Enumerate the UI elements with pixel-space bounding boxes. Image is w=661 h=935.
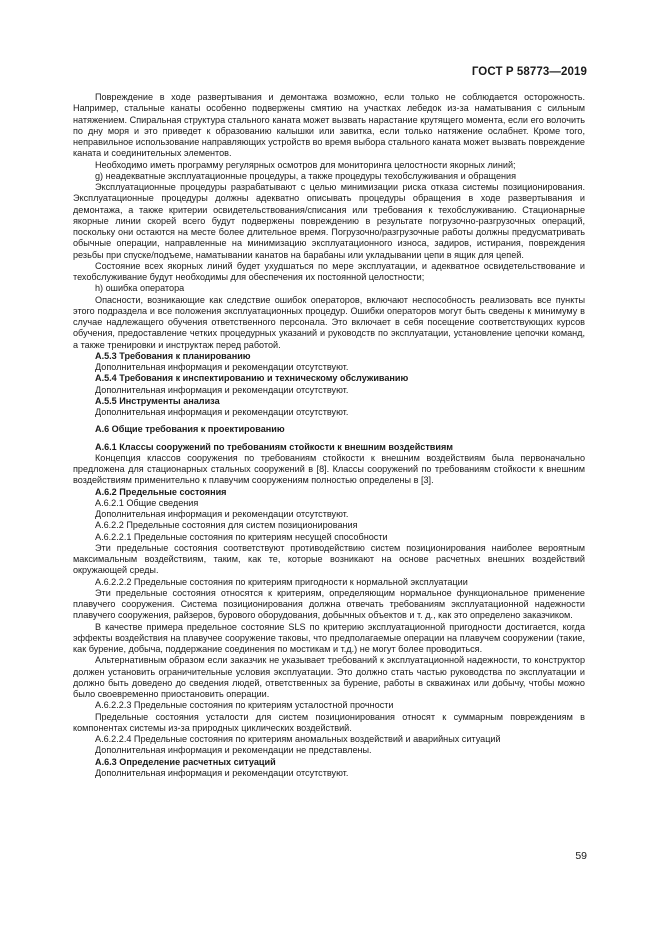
paragraph: Эксплуатационные процедуры разрабатывают с целью минимизации риска отказа системы позиционирования. Эксплуатационные процедуры должны адекватно описывать процедуры обращения в ходе развертывания и демонтажа, а также критерии освидетельствования/списания или требования к техобслуживанию. Стационарные якорные линии скорей всего будут подвержены повреждению в результате погрузочно-разгрузочных операций, поскольку они остаются на месте более длительное время. Погрузочно/разгрузочные работы должны предусматривать обычные операции, направленные на минимизацию эксплуатационного износа, задиров, истирания, повреждения резьбы при спуске/подъеме, наматывании канатов на барабаны или укладывании цепи в ящик для цепей. bbox=[73, 182, 585, 260]
subsection-heading: А.6.2.1 Общие сведения bbox=[95, 497, 199, 508]
subsection-heading: А.6.2.2 Предельные состояния для систем позиционирования bbox=[95, 520, 358, 531]
page-number: 59 bbox=[575, 850, 587, 862]
document-header: ГОСТ Р 58773—2019 bbox=[471, 66, 587, 78]
list-item: g) неадекватные эксплуатационные процедуры, а также процедуры техобслуживания и обращения bbox=[95, 170, 517, 181]
section-heading: А.6.1 Классы сооружений по требованиям стойкости к внешним воздействиям bbox=[95, 441, 454, 452]
paragraph: Дополнительная информация и рекомендации отсутствуют. bbox=[95, 384, 349, 395]
paragraph: Эти предельные состояния относятся к критериям, определяющим нормальное функциональное применение плавучего сооружения. Система позиционирования должна отвечать требованиям эксплуатационной надежности плавучего сооружения, райзеров, бурового оборудования, добычных объектов и т. д., как это определено заказчиком. bbox=[73, 587, 585, 621]
paragraph: Необходимо иметь программу регулярных осмотров для мониторинга целостности якорных линий; bbox=[95, 159, 516, 170]
section-heading: А.5.4 Требования к инспектированию и техническому обслуживанию bbox=[95, 373, 409, 384]
subsection-heading: А.6.2.2.3 Предельные состояния по критериям усталостной прочности bbox=[95, 700, 394, 711]
subsection-heading: А.6.2.2.2 Предельные состояния по критериям пригодности к нормальной эксплуатации bbox=[95, 576, 468, 587]
section-heading: А.6 Общие требования к проектированию bbox=[95, 424, 285, 435]
section-heading: А.5.3 Требования к планированию bbox=[95, 350, 251, 361]
section-heading: А.6.3 Определение расчетных ситуаций bbox=[95, 756, 276, 767]
paragraph: Концепция классов сооружения по требованиям стойкости к внешним воздействиям была первоначально предложена для стационарных стальных сооружений в [8]. Классы сооружений по требованиям стойкости к внешним воздействиям применительно к плавучим сооружениям полностью определены в [3]. bbox=[73, 452, 585, 486]
paragraph: Повреждение в ходе развертывания и демонтажа возможно, если только не соблюдается осторожность. Например, стальные канаты особенно подвержены смятию на участках лебедок из-за наматывания с сильным натяжением. Спиральная структура стального каната может вызвать нарастание крутящего момента, если его волочить по дну моря и это приведет к образованию калышки или завитка, если только натяжение ослабнет. Кроме того, неправильное использование направляющих устройств во время выбора стального каната может вызвать повреждение каната и соединительных элементов. bbox=[73, 92, 585, 159]
list-item: h) ошибка оператора bbox=[95, 283, 185, 294]
section-heading: А.5.5 Инструменты анализа bbox=[95, 395, 220, 406]
subsection-heading: А.6.2.2.1 Предельные состояния по критериям несущей способности bbox=[95, 531, 388, 542]
paragraph: Предельные состояния усталости для систем позиционирования относят к суммарным повреждениям в компонентах системы из-за природных циклических воздействий. bbox=[73, 711, 585, 733]
paragraph: Дополнительная информация и рекомендации не представлены. bbox=[95, 745, 372, 756]
paragraph: Опасности, возникающие как следствие ошибок операторов, включают неспособность реализовать все пункты этого подраздела и все положения эксплуатационных процедур. Ошибки операторов могут быть сведены к минимуму в случае надлежащего обучения ответственного персонала. Это включает в себя посещение соответствующих курсов обучения, предоставление четких процедурных указаний и руководств по эксплуатации, установление цепочки команд, а также тренировки и инструктаж перед работой. bbox=[73, 294, 585, 350]
subsection-heading: А.6.2.2.4 Предельные состояния по критериям аномальных воздействий и аварийных ситуаций bbox=[95, 734, 501, 744]
paragraph: В качестве примера предельное состояние SLS по критерию эксплуатационной пригодности достигается, когда эффекты воздействия на плавучее сооружение таковы, что предполагаемые операции на плавучем сооружении (такие, как бурение, добыча, поддержание соединения по мостикам и т.д.) не могут более проводиться. bbox=[73, 621, 585, 654]
document-body bbox=[73, 92, 585, 779]
paragraph: Дополнительная информация и рекомендации отсутствуют. bbox=[95, 509, 349, 519]
paragraph: Эти предельные состояния соответствуют противодействию систем позиционирования наиболее вероятным максимальным воздействиям, таким, как те, которые возникают на основе расчетных внешних воздействий окружающей среды. bbox=[73, 542, 585, 576]
paragraph: Дополнительная информация и рекомендации отсутствуют. bbox=[95, 407, 349, 417]
paragraph: Альтернативным образом если заказчик не указывает требований к эксплуатационной надежности, то конструктор должен установить ограничительные условия эксплуатации. Это должно стать частью руководства по эксплуатации и должно быть доведено до сведения людей, ответственных за бурение, работы в скважинах или добычу, чтобы можно было своевременно приостановить операции. bbox=[73, 655, 585, 699]
paragraph: Дополнительная информация и рекомендации отсутствуют. bbox=[95, 767, 349, 778]
section-heading: А.6.2 Предельные состояния bbox=[95, 486, 227, 497]
paragraph: Состояние всех якорных линий будет ухудшаться по мере эксплуатации, и адекватное освидетельствование и техобслуживание будут необходимы для обеспечения их постоянной целостности; bbox=[73, 260, 585, 282]
paragraph: Дополнительная информация и рекомендации отсутствуют. bbox=[95, 362, 349, 372]
